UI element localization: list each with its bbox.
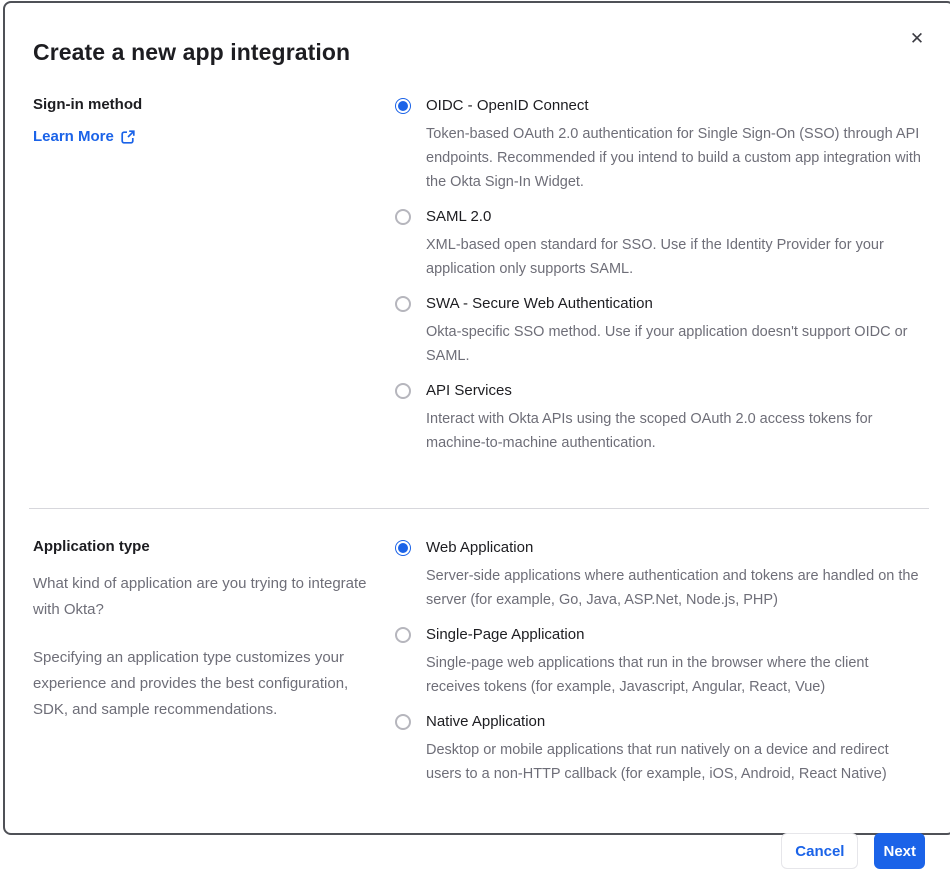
dialog-footer <box>33 833 925 869</box>
dialog-title: Create a new app integration <box>33 39 351 65</box>
option-description: Token-based OAuth 2.0 authentication for Single Sign-On (SSO) through API endpoints. Recommended if you intend to build a custom app integration with the Okta Sign-In Widget. <box>426 126 921 190</box>
cancel-button[interactable]: Cancel <box>781 833 858 869</box>
application-type-section <box>33 538 925 799</box>
learn-more-link[interactable] <box>33 128 135 145</box>
radio-icon[interactable] <box>395 627 411 643</box>
option-label[interactable]: SWA - Secure Web Authentication <box>426 295 653 312</box>
radio-option-api-services[interactable] <box>395 381 925 455</box>
radio-icon[interactable] <box>395 98 411 114</box>
option-description: Single-page web applications that run in the browser where the client receives tokens (for example, Javascript, Angular, React, Vue) <box>426 655 869 695</box>
signin-method-options <box>395 96 925 468</box>
option-description: Interact with Okta APIs using the scoped OAuth 2.0 access tokens for machine-to-machine authentication. <box>426 411 873 451</box>
radio-icon[interactable] <box>395 714 411 730</box>
create-app-integration-dialog <box>3 1 950 860</box>
application-type-help-text: Specifying an application type customizes your experience and provides the best configuration, SDK, and sample recommendations. <box>33 649 349 718</box>
radio-icon[interactable] <box>395 540 411 556</box>
radio-option-single-page-application[interactable] <box>395 625 925 699</box>
signin-method-label: Sign-in method <box>33 96 143 113</box>
radio-option-oidc[interactable] <box>395 96 925 194</box>
application-type-label: Application type <box>33 538 150 555</box>
option-description: XML-based open standard for SSO. Use if the Identity Provider for your application only supports SAML. <box>426 237 884 277</box>
option-description: Server-side applications where authentication and tokens are handled on the server (for example, Go, Java, ASP.Net, Node.js, PHP) <box>426 568 919 608</box>
learn-more-label: Learn More <box>33 128 114 145</box>
option-description: Okta-specific SSO method. Use if your application doesn't support OIDC or SAML. <box>426 324 908 364</box>
application-type-options <box>395 538 925 799</box>
radio-option-web-application[interactable] <box>395 538 925 612</box>
close-icon[interactable]: ✕ <box>903 25 931 53</box>
next-button[interactable]: Next <box>874 833 925 869</box>
application-type-question: What kind of application are you trying to integrate with Okta? <box>33 575 367 618</box>
option-label[interactable]: Single-Page Application <box>426 626 585 643</box>
application-type-left-column <box>33 538 369 799</box>
external-link-icon <box>121 130 135 144</box>
option-description: Desktop or mobile applications that run natively on a device and redirect users to a non-HTTP callback (for example, iOS, Android, React Native) <box>426 742 889 782</box>
section-divider <box>29 508 929 509</box>
radio-icon[interactable] <box>395 209 411 225</box>
radio-icon[interactable] <box>395 296 411 312</box>
option-label[interactable]: API Services <box>426 382 512 399</box>
option-label[interactable]: OIDC - OpenID Connect <box>426 97 589 114</box>
dialog-header <box>33 29 925 66</box>
radio-option-native-application[interactable] <box>395 712 925 786</box>
radio-icon[interactable] <box>395 383 411 399</box>
signin-method-section <box>33 96 925 468</box>
radio-option-saml[interactable] <box>395 207 925 281</box>
radio-option-swa[interactable] <box>395 294 925 368</box>
option-label[interactable]: Web Application <box>426 539 534 556</box>
option-label[interactable]: SAML 2.0 <box>426 208 492 225</box>
signin-method-left-column <box>33 96 369 468</box>
option-label[interactable]: Native Application <box>426 713 546 730</box>
